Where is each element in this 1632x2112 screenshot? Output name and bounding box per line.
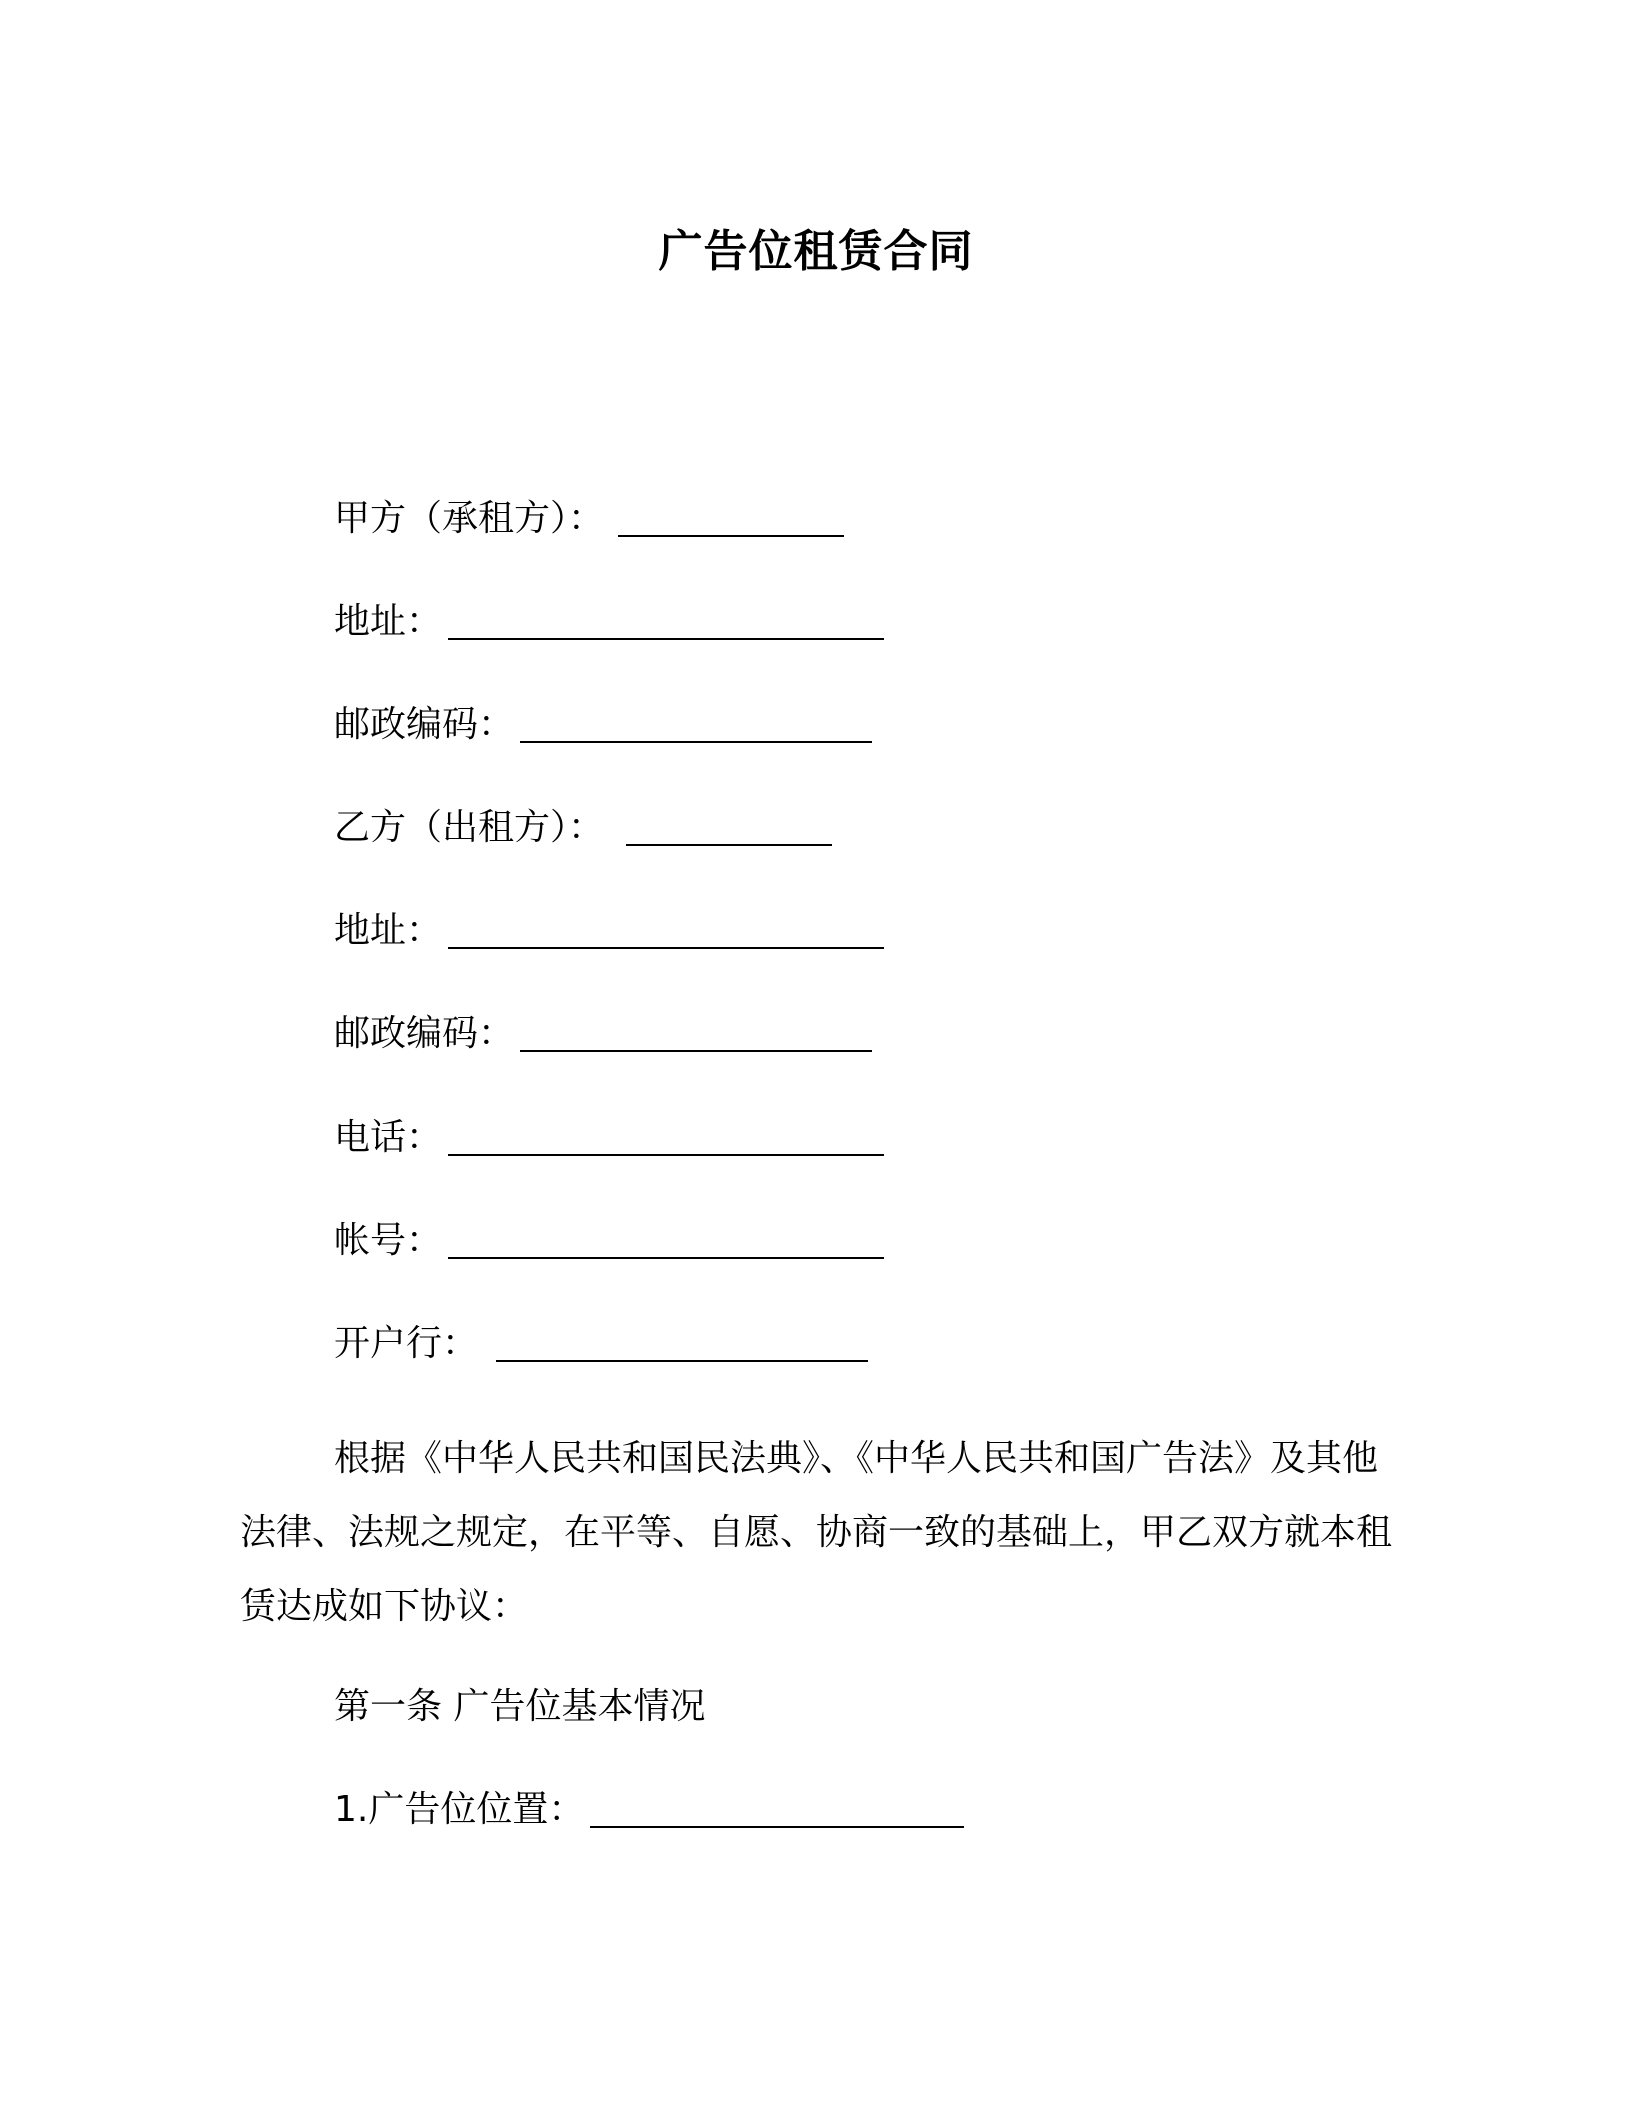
article-1-heading: 第一条 广告位基本情况 <box>334 1686 706 1727</box>
party-a-address-blank[interactable] <box>448 597 884 647</box>
party-a-address-field <box>334 597 884 647</box>
party-b-bank-label: 开户行： <box>334 1323 479 1364</box>
party-b-account-label: 帐号： <box>334 1220 443 1261</box>
party-b-address-label: 地址： <box>334 910 443 951</box>
party-a-postcode-field <box>334 700 872 750</box>
party-b-bank-field <box>334 1319 868 1369</box>
ad-location-blank[interactable] <box>590 1785 964 1835</box>
party-b-name-label: 乙方（出租方）： <box>334 807 605 848</box>
party-b-name-field <box>334 803 832 853</box>
party-b-postcode-label: 邮政编码： <box>334 1013 515 1054</box>
party-a-postcode-label: 邮政编码： <box>334 704 515 745</box>
party-b-postcode-blank[interactable] <box>520 1009 872 1059</box>
party-b-phone-field <box>334 1113 884 1163</box>
party-a-name-blank[interactable] <box>618 494 844 544</box>
party-b-address-blank[interactable] <box>448 906 884 956</box>
ad-location-label: 1.广告位位置： <box>334 1789 585 1830</box>
party-a-name-field <box>334 494 844 544</box>
party-b-name-blank[interactable] <box>626 803 832 853</box>
ad-location-field <box>334 1785 964 1835</box>
preamble-paragraph: 根据《中华人民共和国民法典》、《中华人民共和国广告法》及其他法律、法规之规定，在平等、自愿、协商一致的基础上，甲乙双方就本租赁达成如下协议： <box>240 1438 1393 1627</box>
party-b-phone-label: 电话： <box>334 1117 443 1158</box>
party-b-account-blank[interactable] <box>448 1216 884 1266</box>
party-b-bank-blank[interactable] <box>496 1319 868 1369</box>
party-b-postcode-field <box>334 1009 872 1059</box>
party-b-account-field <box>334 1216 884 1266</box>
party-a-name-label: 甲方（承租方）： <box>334 498 605 539</box>
party-b-address-field <box>334 906 884 956</box>
party-a-address-label: 地址： <box>334 601 443 642</box>
party-b-phone-blank[interactable] <box>448 1113 884 1163</box>
document-title: 广告位租赁合同 <box>658 226 974 277</box>
party-a-postcode-blank[interactable] <box>520 700 872 750</box>
